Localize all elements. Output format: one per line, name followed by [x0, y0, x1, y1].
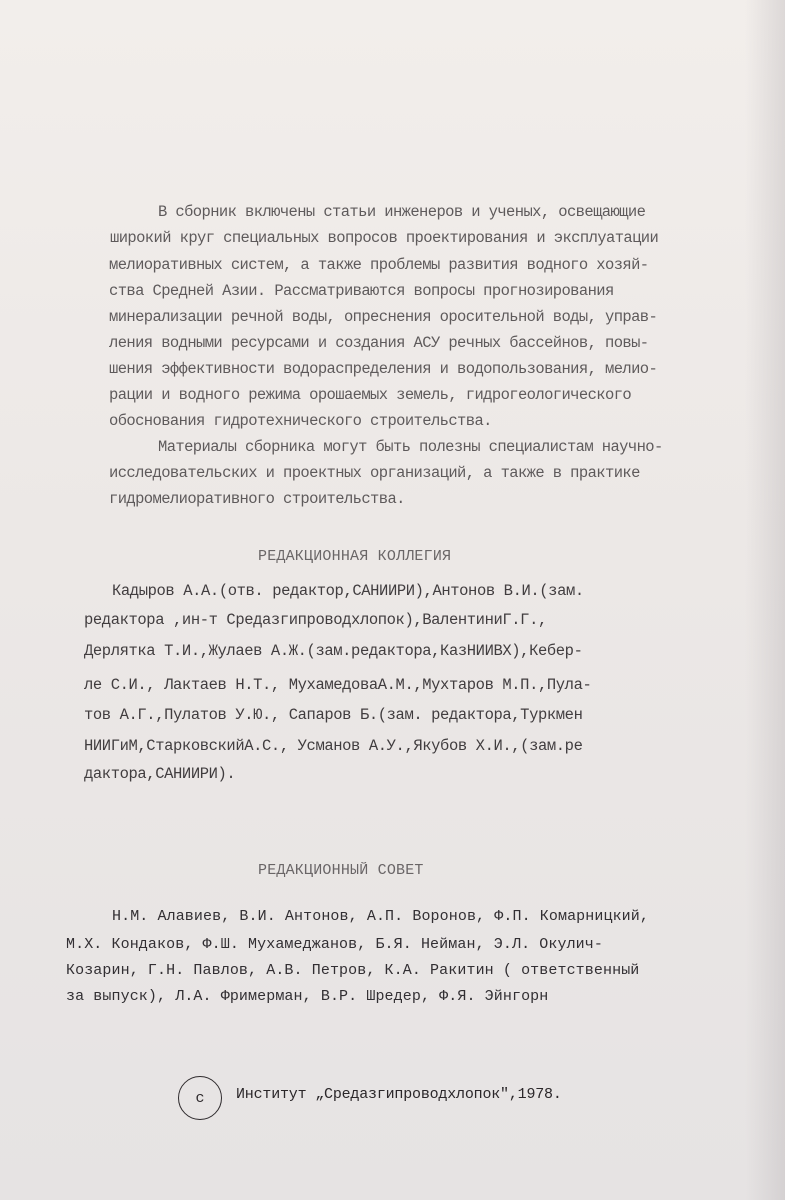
editorial-board-line: тов А.Г.,Пулатов У.Ю., Сапаров Б.(зам. редактора,Туркмен [84, 706, 583, 724]
copyright-icon [178, 1076, 222, 1120]
abstract-line: минерализации речной воды, опреснения оросительной воды, управ- [109, 308, 658, 326]
abstract-line: ления водными ресурсами и создания АСУ речных бассейнов, повы- [109, 334, 649, 352]
editorial-council-line: Козарин, Г.Н. Павлов, А.В. Петров, К.А. Ракитин ( ответственный [66, 962, 640, 979]
editorial-board-line: Дерлятка Т.И.,Жулаев А.Ж.(зам.редактора,КазНИИВХ),Кебер- [84, 642, 583, 660]
copyright-symbol: c [195, 1089, 205, 1107]
editorial-board-heading: РЕДАКЦИОННАЯ КОЛЛЕГИЯ [258, 548, 452, 565]
editorial-board-line: НИИГиМ,СтарковскийА.С., Усманов А.У.,Якубов Х.И.,(зам.ре [84, 737, 583, 755]
editorial-board-line: Кадыров А.А.(отв. редактор,САНИИРИ),Антонов В.И.(зам. [112, 582, 584, 600]
abstract-line: В сборник включены статьи инженеров и ученых, освещающие [158, 203, 646, 221]
abstract-line: широкий круг специальных вопросов проектирования и эксплуатации [110, 229, 659, 247]
abstract-line: мелиоративных систем, а также проблемы развития водного хозяй- [109, 256, 649, 274]
editorial-board-line: редактора ,ин-т Средазгипроводхлопок),ВалентиниГ.Г., [84, 611, 547, 629]
abstract-line: гидромелиоративного строительства. [109, 490, 405, 508]
abstract-line: исследовательских и проектных организаций, а также в практике [109, 464, 640, 482]
editorial-board-line: дактора,САНИИРИ). [84, 765, 236, 783]
copyright-text: Институт „Средазгипроводхлопок",1978. [236, 1086, 562, 1103]
abstract-line: ства Средней Азии. Рассматриваются вопросы прогнозирования [109, 282, 614, 300]
abstract-line: шения эффективности водораспределения и водопользования, мелио- [109, 360, 658, 378]
editorial-council-line: Н.М. Алавиев, В.И. Антонов, А.П. Воронов, Ф.П. Комарницкий, [112, 908, 649, 925]
abstract-line: рации и водного режима орошаемых земель, гидрогеологического [109, 386, 632, 404]
abstract-line: обоснования гидротехнического строительства. [109, 412, 492, 430]
editorial-board-line: ле С.И., Лактаев Н.Т., МухамедоваА.М.,Мухтаров М.П.,Пула- [84, 676, 592, 694]
editorial-council-line: М.Х. Кондаков, Ф.Ш. Мухамеджанов, Б.Я. Нейман, Э.Л. Окулич- [66, 936, 603, 953]
editorial-council-heading: РЕДАКЦИОННЫЙ СОВЕТ [258, 862, 424, 879]
editorial-council-line: за выпуск), Л.А. Фримерман, В.Р. Шредер, Ф.Я. Эйнгорн [66, 988, 549, 1005]
page-edge-shadow [745, 0, 785, 1200]
abstract-line: Материалы сборника могут быть полезны специалистам научно- [158, 438, 663, 456]
